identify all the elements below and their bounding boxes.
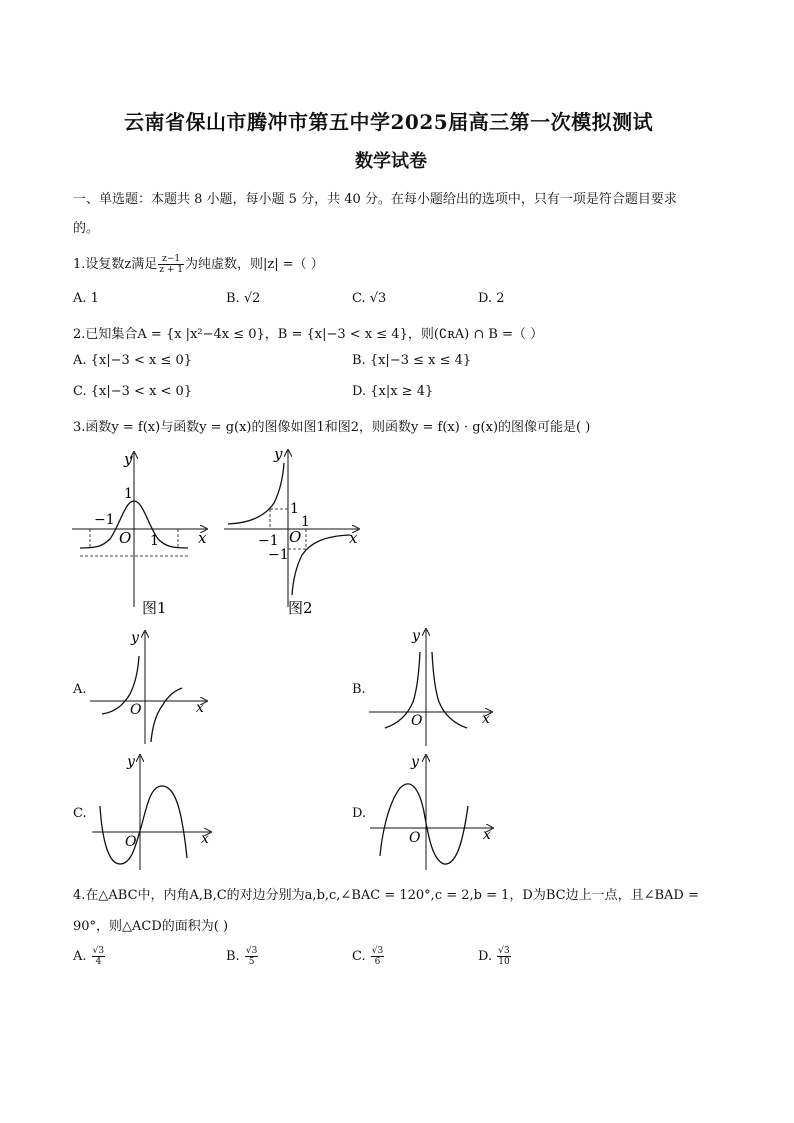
origin-label: O	[130, 702, 142, 718]
question-1-option-b[interactable]: B. √2	[226, 291, 261, 306]
question-2-stem: 2.已知集合A = {x |x²−4x ≤ 0}，B = {x|−3 < x ≤ 4}，则(∁ʀA) ∩ B =（ ）	[73, 327, 544, 342]
x-label: x	[201, 831, 209, 847]
tick-label-neg1-y: −1	[268, 547, 289, 563]
origin-label: O	[409, 830, 421, 846]
y-label: y	[127, 754, 135, 770]
tick-label-1: 1	[124, 486, 133, 502]
question-3-option-c-label[interactable]: C.	[73, 806, 87, 821]
question-2-option-a[interactable]: A. {x|−3 < x ≤ 0}	[73, 353, 193, 368]
question-3-option-a-graph[interactable]	[88, 628, 213, 748]
figure-1-caption: 图1	[142, 599, 167, 617]
question-1-pre: 1.设复数z满足	[73, 257, 158, 272]
question-1-post: 为纯虚数，则|z| =（ ）	[185, 257, 324, 272]
question-4-option-c[interactable]: C. $\frac{√3}{6}$	[352, 946, 384, 967]
y-label: y	[411, 754, 419, 770]
section-instructions-line2: 的。	[73, 221, 100, 236]
figure-2-graph	[222, 445, 367, 620]
fraction-denominator: z + 1	[159, 265, 183, 275]
question-3-option-d-graph[interactable]	[368, 752, 498, 874]
question-4-stem-line1: 4.在△ABC中，内角A,B,C的对边分别为a,b,c,∠BAC = 120°,c = 2,b = 1，D为BC边上一点，且∠BAD =	[73, 888, 699, 903]
question-3-option-b-graph[interactable]	[367, 626, 497, 748]
tick-label-x1: 1	[150, 533, 159, 549]
question-2-option-c[interactable]: C. {x|−3 < x < 0}	[73, 384, 193, 399]
question-2-option-b[interactable]: B. {x|−3 ≤ x ≤ 4}	[352, 353, 472, 368]
y-label: y	[131, 630, 139, 646]
question-1-option-c[interactable]: C. √3	[352, 291, 387, 306]
question-4-option-b[interactable]: B. $\frac{√3}{5}$	[226, 946, 258, 967]
x-label: x	[196, 700, 204, 716]
origin-label: O	[411, 713, 423, 729]
curve-right	[151, 688, 182, 742]
tick-label-1: 1	[290, 501, 299, 517]
figure-1-graph	[70, 445, 215, 620]
y-label: y	[274, 445, 283, 463]
question-1-option-a[interactable]: A. 1	[73, 291, 99, 306]
question-1-fraction	[158, 254, 184, 275]
origin-label: O	[289, 528, 302, 546]
question-1-stem	[73, 253, 324, 275]
question-3-option-a-label[interactable]: A.	[73, 682, 87, 697]
question-4-stem-line2: 90°，则△ACD的面积为( )	[73, 919, 229, 934]
question-2-option-d[interactable]: D. {x|x ≥ 4}	[352, 384, 434, 399]
g-curve-left	[228, 463, 284, 524]
exam-title: 云南省保山市腾冲市第五中学2025届高三第一次模拟测试	[124, 110, 654, 134]
tick-label-x1: 1	[301, 514, 310, 530]
x-label: x	[349, 529, 358, 547]
curve-right	[432, 652, 467, 728]
fraction-numerator: z−1	[158, 254, 184, 265]
tick-label-neg1-x: −1	[258, 533, 279, 549]
y-label: y	[412, 628, 420, 644]
question-3-option-d-label[interactable]: D.	[352, 806, 367, 821]
question-3-option-b-label[interactable]: B.	[352, 682, 366, 697]
question-3-stem: 3.函数y = f(x)与函数y = g(x)的图像如图1和图2，则函数y = f(x) · g(x)的图像可能是( )	[73, 420, 591, 435]
question-4-option-d[interactable]: D. $\frac{√3}{10}$	[478, 946, 510, 967]
x-label: x	[198, 529, 207, 547]
origin-label: O	[125, 834, 137, 850]
x-label: x	[482, 711, 490, 727]
curve	[100, 786, 187, 864]
figure-2-caption: 图2	[288, 599, 313, 617]
question-1-option-d[interactable]: D. 2	[478, 291, 505, 306]
tick-label-neg1: −1	[94, 512, 115, 528]
origin-label: O	[119, 529, 132, 547]
exam-subtitle: 数学试卷	[355, 151, 427, 172]
question-3-option-c-graph[interactable]	[90, 752, 215, 874]
question-4-option-a[interactable]: A. $\frac{√3}{4}$	[73, 946, 105, 967]
x-label: x	[483, 827, 491, 843]
curve	[380, 784, 468, 864]
y-label: y	[124, 450, 133, 468]
section-instructions-line1: 一、单选题：本题共 8 小题，每小题 5 分，共 40 分。在每小题给出的选项中，只有一项是符合题目要求	[73, 192, 677, 207]
